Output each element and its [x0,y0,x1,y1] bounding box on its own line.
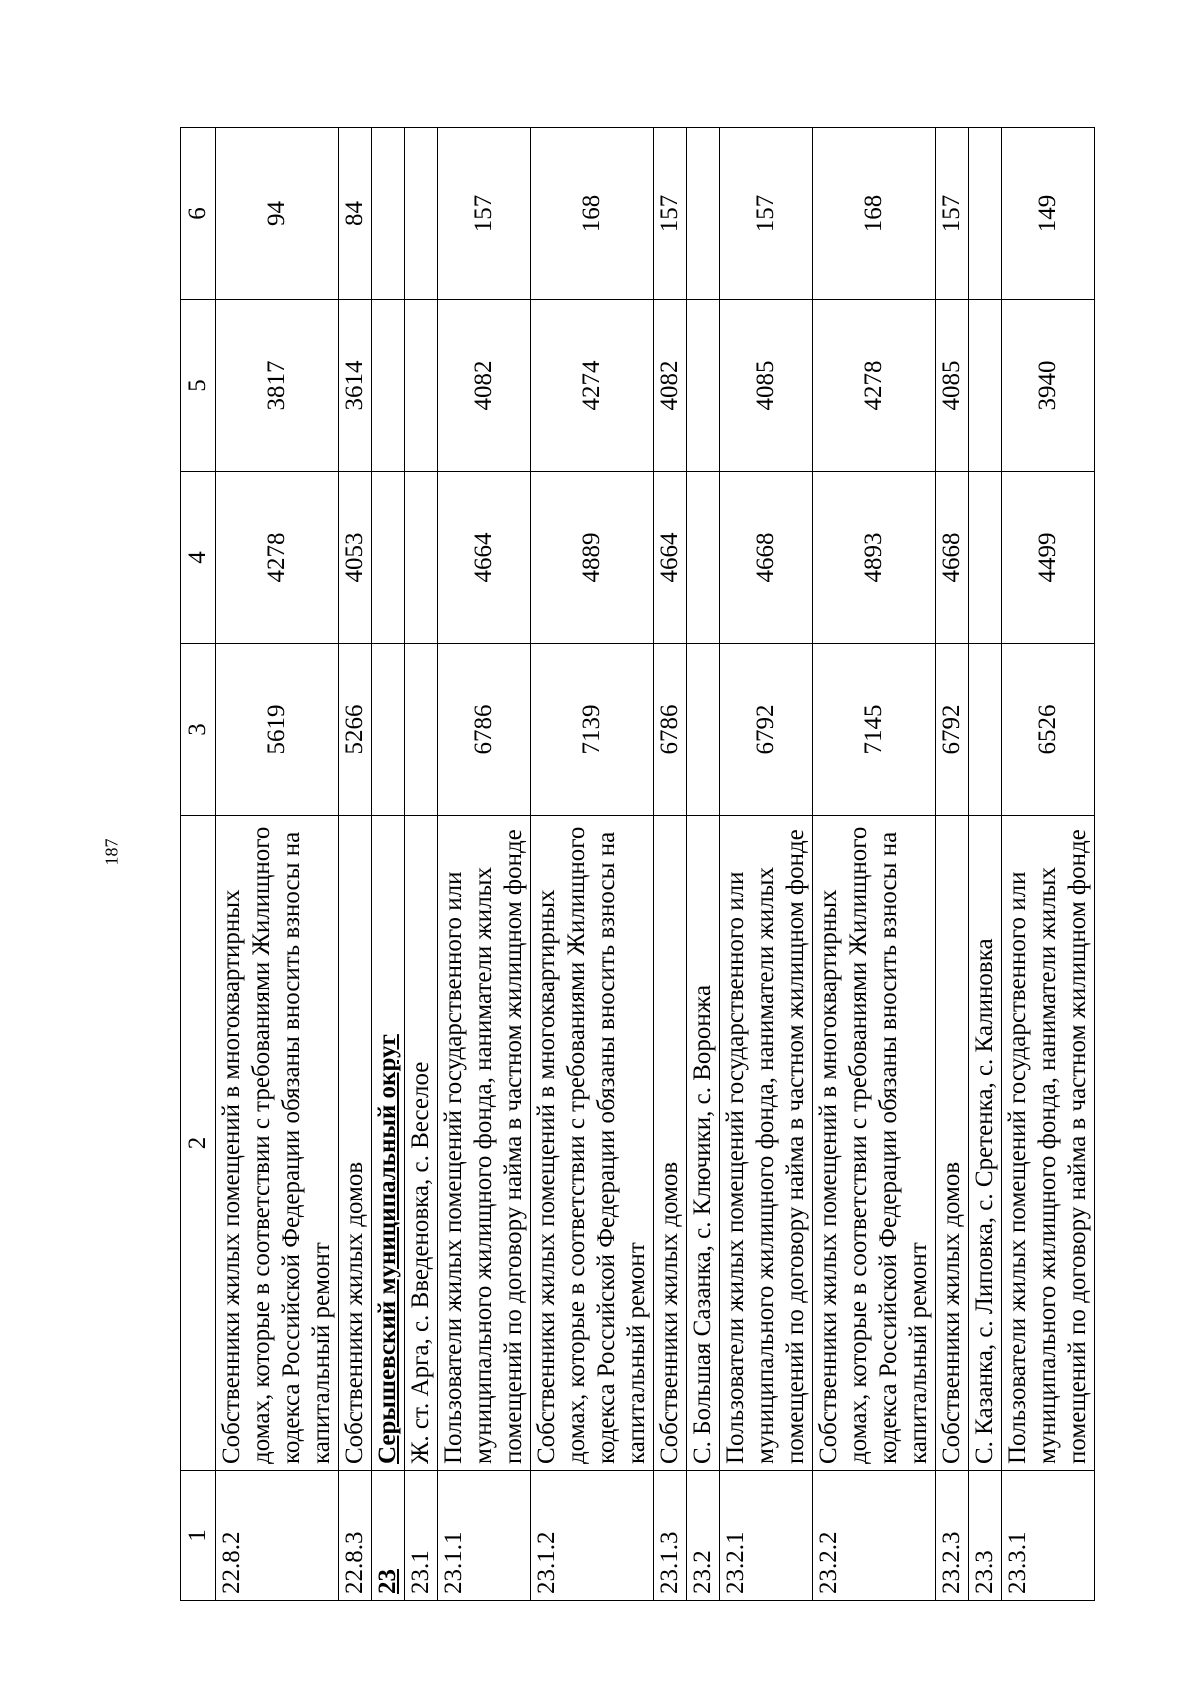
row-code-cell: 22.8.2 [216,1471,339,1601]
row-code-cell: 23.2.2 [813,1471,936,1601]
row-value-col6 [969,128,1002,300]
row-value-col4: 4893 [813,472,936,644]
table-row [339,128,372,1601]
row-value-col5 [969,300,1002,472]
table-row [1002,128,1095,1601]
row-value-col4: 4499 [1002,472,1095,644]
table-row [936,128,969,1601]
row-value-col3: 7139 [531,644,654,816]
row-value-col6: 157 [438,128,531,300]
row-code-cell: 23.3.1 [1002,1471,1095,1601]
row-name-cell: С. Казанка, с. Липовка, с. Сретенка, с. Калиновка [969,816,1002,1471]
row-value-col4 [687,472,720,644]
table-row [438,128,531,1601]
table-row [720,128,813,1601]
row-name-cell: Пользователи жилых помещений государственного или муниципального жилищного фонда, наниматели жилых помещений по договору найма в частном жилищном фонде [438,816,531,1471]
header-cell-1: 1 [181,1471,216,1601]
row-value-col5: 3940 [1002,300,1095,472]
tariff-table [180,127,1095,1601]
table-row [216,128,339,1601]
row-value-col6 [372,128,405,300]
row-code-cell: 23.1 [405,1471,438,1601]
row-value-col3: 5619 [216,644,339,816]
row-value-col3: 7145 [813,644,936,816]
rotated-table-frame [180,128,1094,1601]
table-body [181,128,1095,1601]
row-code-cell: 23.2.1 [720,1471,813,1601]
row-name-cell: Собственники жилых помещений в многоквартирных домах, которые в соответствии с требованиями Жилищного кодекса Российской Федерации обязаны вносить взносы на капитальный ремонт [813,816,936,1471]
row-name-cell: Пользователи жилых помещений государственного или муниципального жилищного фонда, наниматели жилых помещений по договору найма в частном жилищном фонде [1002,816,1095,1471]
row-value-col5 [372,300,405,472]
row-value-col5: 4082 [654,300,687,472]
row-value-col5: 4082 [438,300,531,472]
row-value-col5 [405,300,438,472]
row-value-col3 [969,644,1002,816]
table-row [654,128,687,1601]
row-value-col6: 157 [720,128,813,300]
row-name-cell: Собственники жилых помещений в многоквартирных домах, которые в соответствии с требованиями Жилищного кодекса Российской Федерации обязаны вносить взносы на капитальный ремонт [531,816,654,1471]
row-value-col6: 168 [531,128,654,300]
row-value-col3 [687,644,720,816]
header-cell-6: 6 [181,128,216,300]
row-value-col5: 4085 [936,300,969,472]
table-row [372,128,405,1601]
row-name-cell: Пользователи жилых помещений государственного или муниципального жилищного фонда, наниматели жилых помещений по договору найма в частном жилищном фонде [720,816,813,1471]
row-value-col4: 4053 [339,472,372,644]
row-value-col6: 84 [339,128,372,300]
table-row [531,128,654,1601]
row-name-cell: Собственники жилых домов [654,816,687,1471]
row-value-col6 [687,128,720,300]
row-value-col3: 6786 [654,644,687,816]
row-value-col6: 149 [1002,128,1095,300]
table-header-row [181,128,216,1601]
header-cell-2: 2 [181,816,216,1471]
row-name-cell: С. Большая Сазанка, с. Ключики, с. Воронжа [687,816,720,1471]
row-value-col4 [969,472,1002,644]
row-code-cell: 23.1.3 [654,1471,687,1601]
row-value-col6: 157 [936,128,969,300]
row-code-cell: 23.3 [969,1471,1002,1601]
row-name-cell: Собственники жилых помещений в многоквартирных домах, которые в соответствии с требованиями Жилищного кодекса Российской Федерации обязаны вносить взносы на капитальный ремонт [216,816,339,1471]
row-code-cell: 23 [372,1471,405,1601]
row-value-col4: 4664 [654,472,687,644]
row-value-col5: 4085 [720,300,813,472]
header-cell-5: 5 [181,300,216,472]
row-value-col5: 4274 [531,300,654,472]
row-name-cell: Серышевский муниципальный округ [372,816,405,1471]
row-value-col6: 94 [216,128,339,300]
row-name-cell: Собственники жилых домов [936,816,969,1471]
row-value-col4 [405,472,438,644]
rotated-table-container [180,128,1094,1601]
row-value-col5: 4278 [813,300,936,472]
row-value-col3: 6792 [936,644,969,816]
row-value-col5: 3614 [339,300,372,472]
row-name-cell: Ж. ст. Арга, с. Введеновка, с. Веселое [405,816,438,1471]
row-code-cell: 23.1.2 [531,1471,654,1601]
row-value-col3: 6792 [720,644,813,816]
row-value-col3: 6526 [1002,644,1095,816]
row-value-col6 [405,128,438,300]
row-value-col4: 4278 [216,472,339,644]
row-name-cell: Собственники жилых домов [339,816,372,1471]
row-value-col5: 3817 [216,300,339,472]
row-value-col4: 4668 [936,472,969,644]
row-value-col3 [405,644,438,816]
row-value-col3 [372,644,405,816]
table-row [687,128,720,1601]
row-value-col3: 5266 [339,644,372,816]
row-value-col4: 4668 [720,472,813,644]
row-code-cell: 23.1.1 [438,1471,531,1601]
header-cell-4: 4 [181,472,216,644]
row-code-cell: 23.2.3 [936,1471,969,1601]
row-code-cell: 22.8.3 [339,1471,372,1601]
row-value-col4 [372,472,405,644]
row-value-col4: 4664 [438,472,531,644]
page-number: 187 [101,838,122,866]
row-value-col6: 157 [654,128,687,300]
header-cell-3: 3 [181,644,216,816]
row-value-col4: 4889 [531,472,654,644]
table-row [405,128,438,1601]
table-row [813,128,936,1601]
row-value-col6: 168 [813,128,936,300]
row-value-col3: 6786 [438,644,531,816]
row-value-col5 [687,300,720,472]
table-row [969,128,1002,1601]
row-code-cell: 23.2 [687,1471,720,1601]
